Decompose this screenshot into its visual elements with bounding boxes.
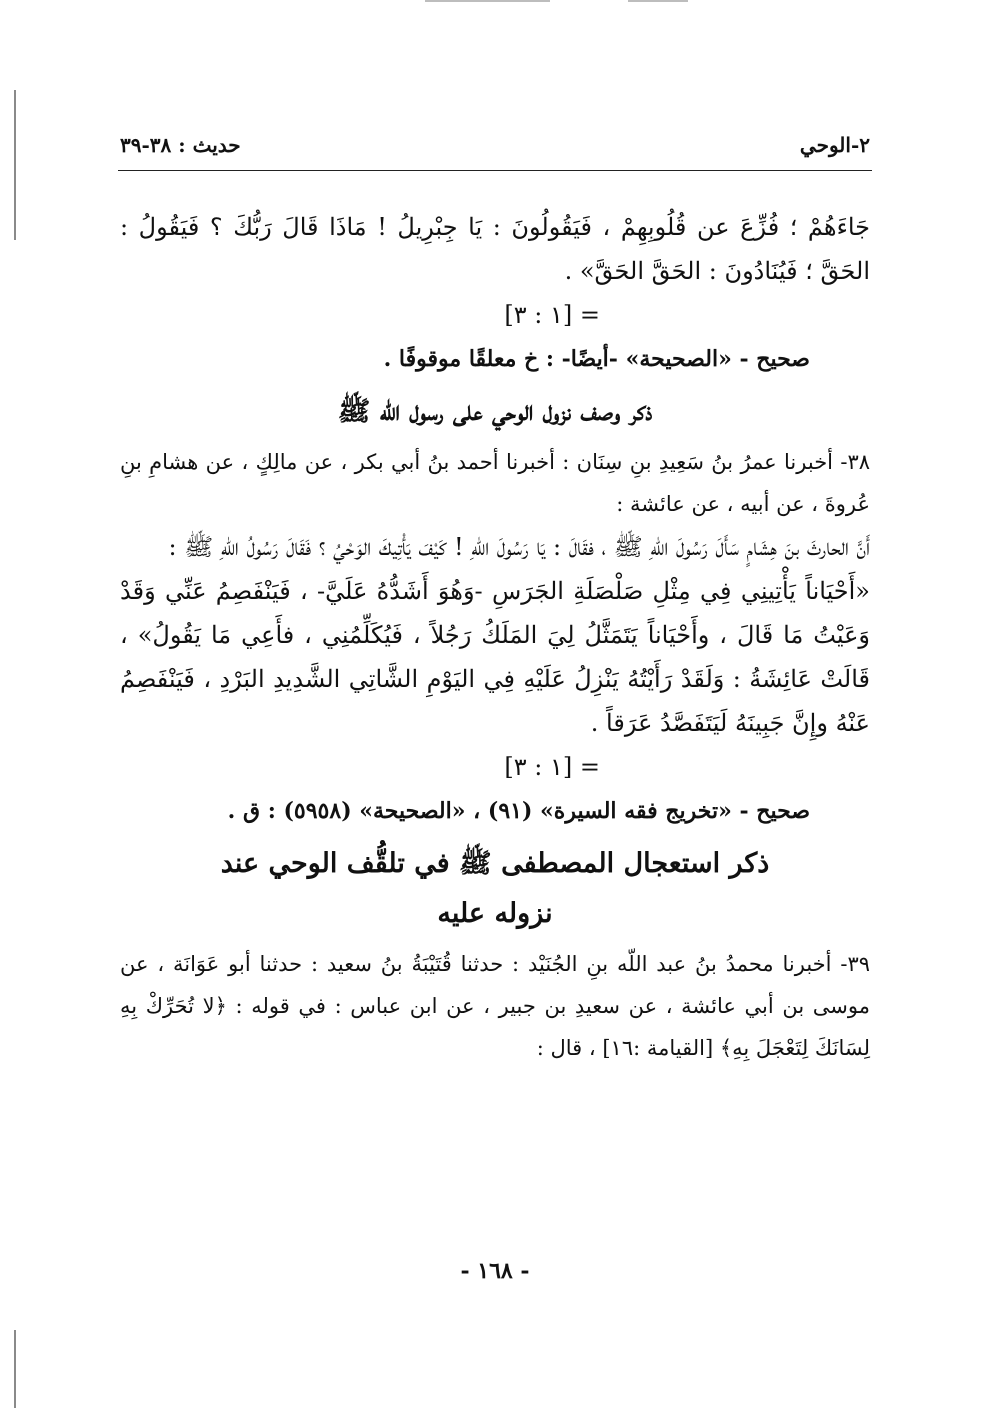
cross-reference: = [١ : ٣] xyxy=(504,301,600,329)
page-edge-line xyxy=(14,1330,16,1408)
scan-artifact xyxy=(628,0,688,2)
matn-38-body: «أَحْيَاناً يَأْتِينِي فِي مِثْلِ صَلْصَلَةِ الجَرَسِ -وَهُوَ أَشَدُّهُ عَلَيَّ- ، فَيَنْفَصِمُ عَنِّي وَقَدْ وَعَيْتُ مَا قَالَ ، وأَحْيَاناً يَتَمَثَّلُ لِيَ المَلَكُ رَجُلاً ، فَيُكَلِّمُنِي ، فأَعِي مَا يَقُولُ» ، قَالَتْ عَائِشَةُ : وَلَقَدْ رَأَيْتُهُ يَنْزِلُ عَلَيْهِ فِي اليَوْمِ الشَّاتِي الشَّدِيدِ البَرْدِ ، فَيَنْفَصِمُ عَنْهُ وإِنَّ جَبِينَهُ لَيَتَفَصَّدُ عَرَقاً . xyxy=(120,577,871,737)
section-heading: ذكر استعجال المصطفى ﷺ في تلقُّف الوحي عند xyxy=(220,848,770,879)
section-heading: ذكر وصف نزول الوحي على رسول اللّه ﷺ xyxy=(337,396,653,427)
cross-reference: = [١ : ٣] xyxy=(504,753,600,781)
chapter-title: ٢-الوحي xyxy=(799,133,870,157)
hadith-grading: صحيح - «الصحيحة» -أيضًا- : خ معلقًا موقوفًا . xyxy=(383,346,810,372)
header-divider xyxy=(118,170,872,171)
isnad-39: ٣٩- أخبرنا محمدُ بنُ عبد اللّه بنِ الجُنَيْد : حدثنا قُتَيْبَةُ بنُ سعيد : حدثنا أبو عَوَانَة ، عن موسى بن أبي عائشة ، عن سعيدِ بن جبير ، عن ابن عباس : في قوله : ﴿لا تُحَرِّكْ بِهِ لِسَانَكَ لِتَعْجَلَ بِهِ﴾ [القيامة :١٦] ، قال : xyxy=(120,952,870,1060)
main-text xyxy=(120,205,870,1069)
hadith-grading: صحيح - «تخريج فقه السيرة» (٩١) ، «الصحيحة» (٥٩٥٨) : ق . xyxy=(227,798,810,824)
section-heading-continued: نزوله عليه xyxy=(437,898,553,929)
isnad-38: ٣٨- أخبرنا عمرُ بنُ سَعِيدِ بنِ سِنَان : أخبرنا أحمد بنُ أبي بكر ، عن مالِكٍ ، عن هشامِ بنِ عُروةَ ، عن أبيه ، عن عائشة : xyxy=(120,450,870,516)
scan-artifact xyxy=(425,0,550,2)
paragraph-continuation: جَاءَهُمْ ؛ فُزِّعَ عن قُلُوبِهِمْ ، فَيَقُولُونَ : يَا جِبْرِيلُ ! مَاذَا قَالَ رَبُّكَ ؟ فَيَقُولُ : الحَقَّ ؛ فَيُنَادُونَ : الحَقَّ الحَقَّ» . xyxy=(120,213,870,285)
hadith-range: حديث : ٣٨-٣٩ xyxy=(120,133,241,157)
page-edge-line xyxy=(14,90,16,240)
page-number: - ١٦٨ - xyxy=(460,1258,530,1284)
running-header xyxy=(120,128,870,162)
matn-38-intro: أَنَّ الحارثَ بنَ هِشَامٍ سَأَلَ رَسُولَ اللّهِ ﷺ ، فقَالَ : يَا رَسُولَ اللّهِ ! كَيْفَ يَأْتِيكَ الوَحْيُ ؟ فَقَالَ رَسُولُ اللّهِ ﷺ : xyxy=(168,533,870,561)
